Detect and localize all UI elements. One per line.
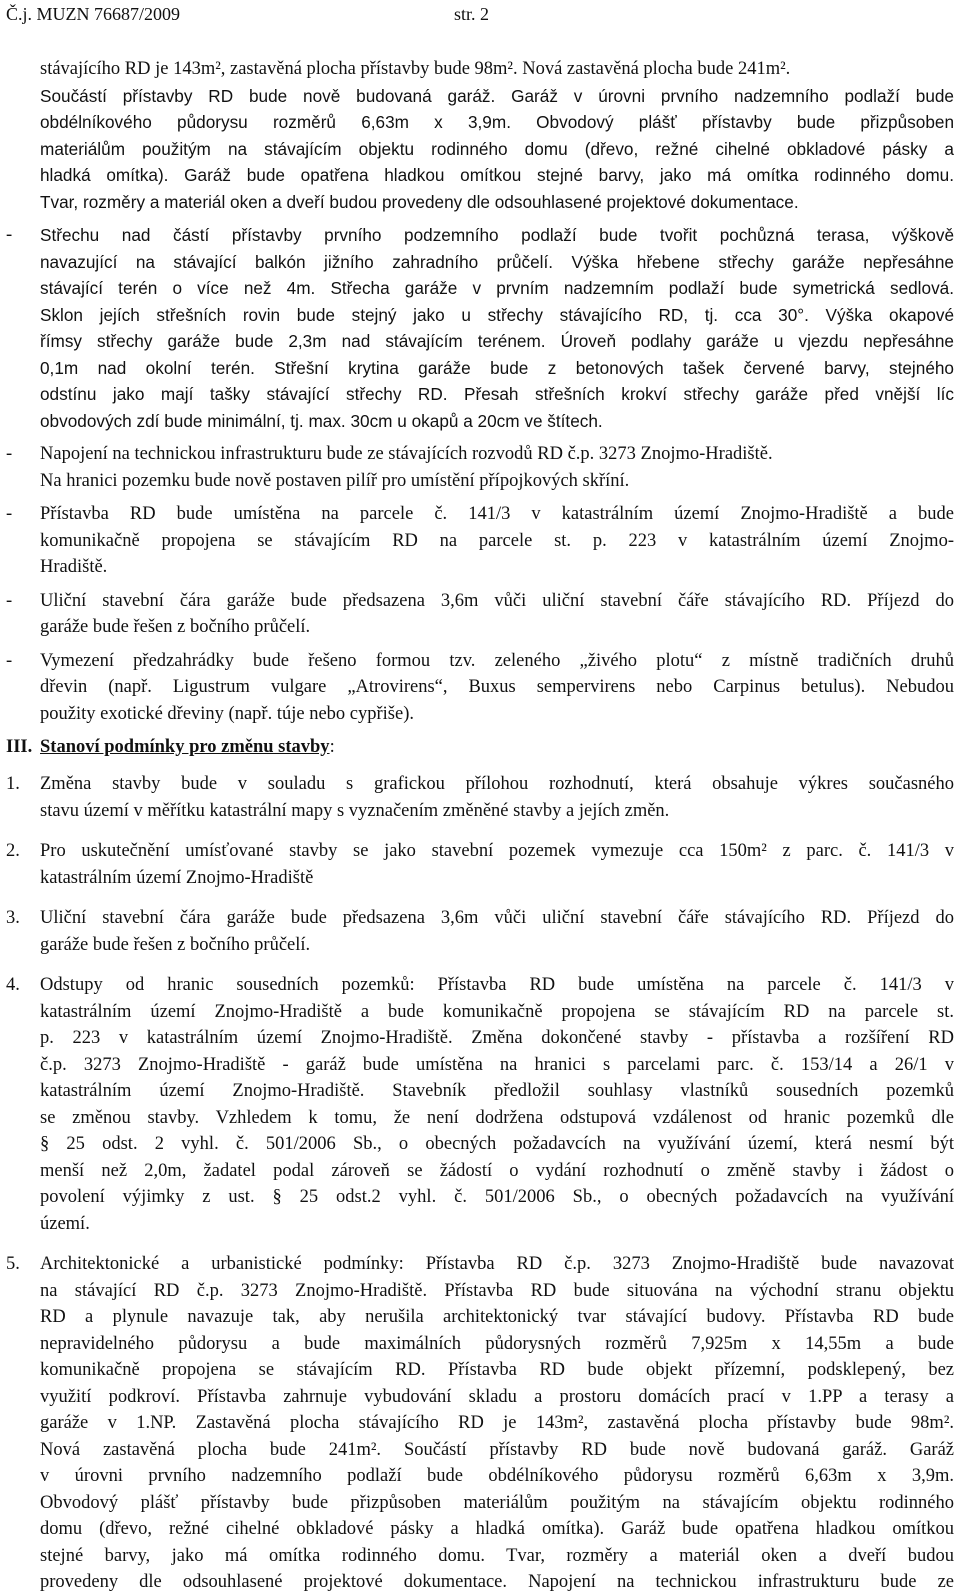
text-line: dřevin (např. Ligustrum vulgare „Atrovirens“, Buxus sempervirens nebo Carpinus betulus). Nebudou [40,677,954,697]
bullet-item [6,441,954,494]
text-line: Součástí přístavby RD bude nově budovaná garáž. Garáž v úrovni prvního nadzemního podlaží bude [40,85,954,106]
text-line: Nová zastavěná plocha bude 241m². Součástí přístavby RD bude nově budovaná garáž. Garáž [40,1439,954,1460]
text-line: území. [40,1213,90,1234]
text-line: Uliční stavební čára garáže bude předsazena 3,6m vůči uliční stavební čáře stávajícího RD. Příjezd do [40,908,954,928]
text-line: garáže v 1.NP. Zastavěná plocha stávajícího RD je 143m², zastavěná plocha přístavby bude 98m². [40,1413,954,1433]
text-line: Sklon jejích střešních rovin bude stejný jako u střechy stávajícího RD, tj. cca 30°. Výška okapové [40,304,954,325]
text-line: katastrálním území Znojmo-Hradiště a bude komunikačně propojena se stávajícím RD na parcele st. [40,1001,954,1022]
text-line: provedeny dle odsouhlasené projektové dokumentace. Napojení na technickou infrastrukturu bude ze [40,1572,954,1592]
text-line: materiálům použitým na stávajícím objektu rodinného domu (dřevo, režné cihelné obkladové pásky a [40,138,954,159]
bullet-item [6,648,954,728]
bullet-dash: - [6,225,13,245]
text-line: Napojení na technickou infrastrukturu bude ze stávajících rozvodů RD č.p. 3273 Znojmo-Hradiště. [40,444,773,464]
text-line: využití podkroví. Přístavba zahrnuje vybudování skladu a prostoru domácích prací v 1.PP a terasy a [40,1386,954,1407]
text-line: se změnou stavby. Vzhledem k tomu, že není dodržena odstupová vzdálenost od hranic pozemků dle [40,1107,954,1128]
text-line: stávajícího RD je 143m², zastavěná plocha přístavby bude 98m². Nová zastavěná plocha bude 241m². [40,59,791,79]
text-line: Změna stavby bude v souladu s grafickou přílohou rozhodnutí, která obsahuje výkres současného [40,774,954,794]
bullet-dash: - [6,504,13,524]
document-reference: Č.j. MUZN 76687/2009 [6,4,181,24]
text-line: Na hranici pozemku bude nově postaven pilíř pro umístění přípojkových skříní. [40,470,630,491]
text-line: odstínu jako mají tašky stávající střechy RD. Přesah střešních krokví střechy garáže před vnější líc [40,384,954,404]
bullet-dash: - [6,650,13,671]
text-line: Architektonické a urbanistické podmínky: Přístavba RD č.p. 3273 Znojmo-Hradiště bude navazovat [40,1254,954,1274]
numbered-item [6,972,954,1237]
text-line: komunikačně propojena se stávajícím RD na parcele st. p. 223 v katastrálním území Znojmo- [40,530,954,551]
text-line: garáže bude řešen z bočního průčelí. [40,617,311,637]
bullet-dash: - [6,590,13,611]
text-line: Odstupy od hranic sousedních pozemků: Přístavba RD bude umístěna na parcele č. 141/3 v [40,975,954,995]
bullet-item [6,501,954,581]
text-line: povolení výjimky z ust. § 25 odst.2 vyhl. č. 501/2006 Sb., o obecných požadavcích na využívání [40,1187,954,1207]
text-line: č.p. 3273 Znojmo-Hradiště - garáž bude umístěna na hranici s parcelami parc. č. 153/14 a 26/1 v [40,1054,954,1075]
text-line: stávající terén o více než 4m. Střecha garáže v prvním nadzemním podlaží bude symetrická sedlová. [40,278,954,298]
item-number: 1. [6,774,20,794]
text-line: stejné barvy, jako má omítka rodinného domu. Tvar, rozměry a materiál oken a dveří budou [40,1545,954,1566]
text-line: komunikačně propojena se stávajícím RD. Přístavba RD bude objekt přízemní, podsklepený, bez [40,1360,954,1380]
text-line: obdélníkového půdorysu rozměrů 6,63m x 3,9m. Obvodový plášť přístavby bude přizpůsoben [40,112,954,132]
section-title-suffix: : [329,737,335,757]
text-line: Pro uskutečnění umísťované stavby se jako stavební pozemek vymezuje cca 150m² z parc. č. 141/3 v [40,841,954,861]
text-line: § 25 odst. 2 vyhl. č. 501/2006 Sb., o obecných požadavcích na využívání území, která nesmí být [40,1134,954,1154]
text-line: domu (dřevo, režné cihelné obkladové pásky a hladká omítka). Garáž bude opatřena hladkou omítkou [40,1519,954,1539]
text-line: katastrálním území Znojmo-Hradiště [40,867,314,888]
page-header [6,4,954,28]
item-number: 5. [6,1254,20,1274]
section-title: Stanoví podmínky pro změnu stavby [40,737,330,757]
bullet-list [6,222,954,727]
text-line: Střechu nad částí přístavby prvního podzemního podlaží bude tvořit pochůzná terasa, výškově [40,225,954,245]
text-line: na stávající RD č.p. 3273 Znojmo-Hradiště. Přístavba RD bude situována na východní stranu objektu [40,1280,954,1301]
section-heading [6,733,954,761]
text-line: katastrálním území Znojmo-Hradiště. Stavebník předložil souhlasy vlastníků sousedních pozemků [40,1081,954,1101]
text-line: Obvodový plášť přístavby bude přizpůsoben materiálům použitým na stávajícím objektu rodinného [40,1492,954,1513]
document-body [6,56,954,1596]
text-line: použity exotické dřeviny (např. túje nebo cypřiše). [40,703,414,724]
text-line: p. 223 v katastrálním území Znojmo-Hradiště. Změna dokončené stavby - přístavba a rozšíření RD [40,1028,954,1048]
text-line: Přístavba RD bude umístěna na parcele č. 141/3 v katastrálním území Znojmo-Hradiště a bude [40,504,954,524]
numbered-list [6,771,954,1596]
text-line: 0,1m nad okolní terén. Střešní krytina garáže bude z betonových tašek červené barvy, stejného [40,357,954,378]
bullet-item [6,588,954,641]
text-line: Uliční stavební čára garáže bude předsazena 3,6m vůči uliční stavební čáře stávajícího RD. Příjezd do [40,590,954,611]
numbered-item [6,771,954,824]
item-number: 2. [6,841,20,861]
text-line: Hradiště. [40,557,108,577]
page-number: str. 2 [454,4,490,24]
text-line: garáže bude řešen z bočního průčelí. [40,934,311,955]
text-line: RD a plynule navazuje tak, aby nerušila architektonický tvar stávající budovy. Přístavba RD bude [40,1307,954,1327]
text-line: římsy střechy garáže bude 2,3m nad stávajícím terénem. Úroveň podlahy garáže u vjezdu nepřesáhne [40,331,954,351]
numbered-item [6,1251,954,1596]
text-line: Tvar, rozměry a materiál oken a dveří budou provedeny dle odsouhlasené projektové dokumentace. [40,191,799,212]
text-line: Vymezení předzahrádky bude řešeno formou tzv. zeleného „živého plotu“ z místně tradičních druhů [40,650,954,671]
text-line: menší než 2,0m, žadatel podal zároveň se žádostí o vydání rozhodnutí o změně stavby i žádost o [40,1160,954,1181]
numbered-item [6,838,954,891]
numbered-item [6,905,954,958]
text-line: hladká omítka). Garáž bude opatřena hladkou omítkou stejné barvy, jako má omítka rodinného domu. [40,165,954,185]
bullet-item [6,222,954,434]
text-line: v úrovni prvního nadzemního podlaží bude obdélníkového půdorysu rozměrů 6,63m x 3,9m. [40,1466,954,1486]
section-number: III. [6,737,33,757]
bullet-dash: - [6,444,13,464]
text-line: stavu území v měřítku katastrální mapy s vyznačením změněné stavby a jejích změn. [40,800,670,821]
item-number: 3. [6,908,20,928]
intro-paragraph [40,56,954,215]
text-line: obvodových zdí bude minimální, tj. max. 30cm u okapů a 20cm ve štítech. [40,410,603,431]
text-line: nepravidelného půdorysu a bude maximálních půdorysných rozměrů 7,925m x 14,55m a bude [40,1333,954,1354]
text-line: navazující na stávající balkón jižního zahradního průčelí. Výška hřebene střechy garáže nepřesáhne [40,251,954,272]
item-number: 4. [6,975,20,995]
